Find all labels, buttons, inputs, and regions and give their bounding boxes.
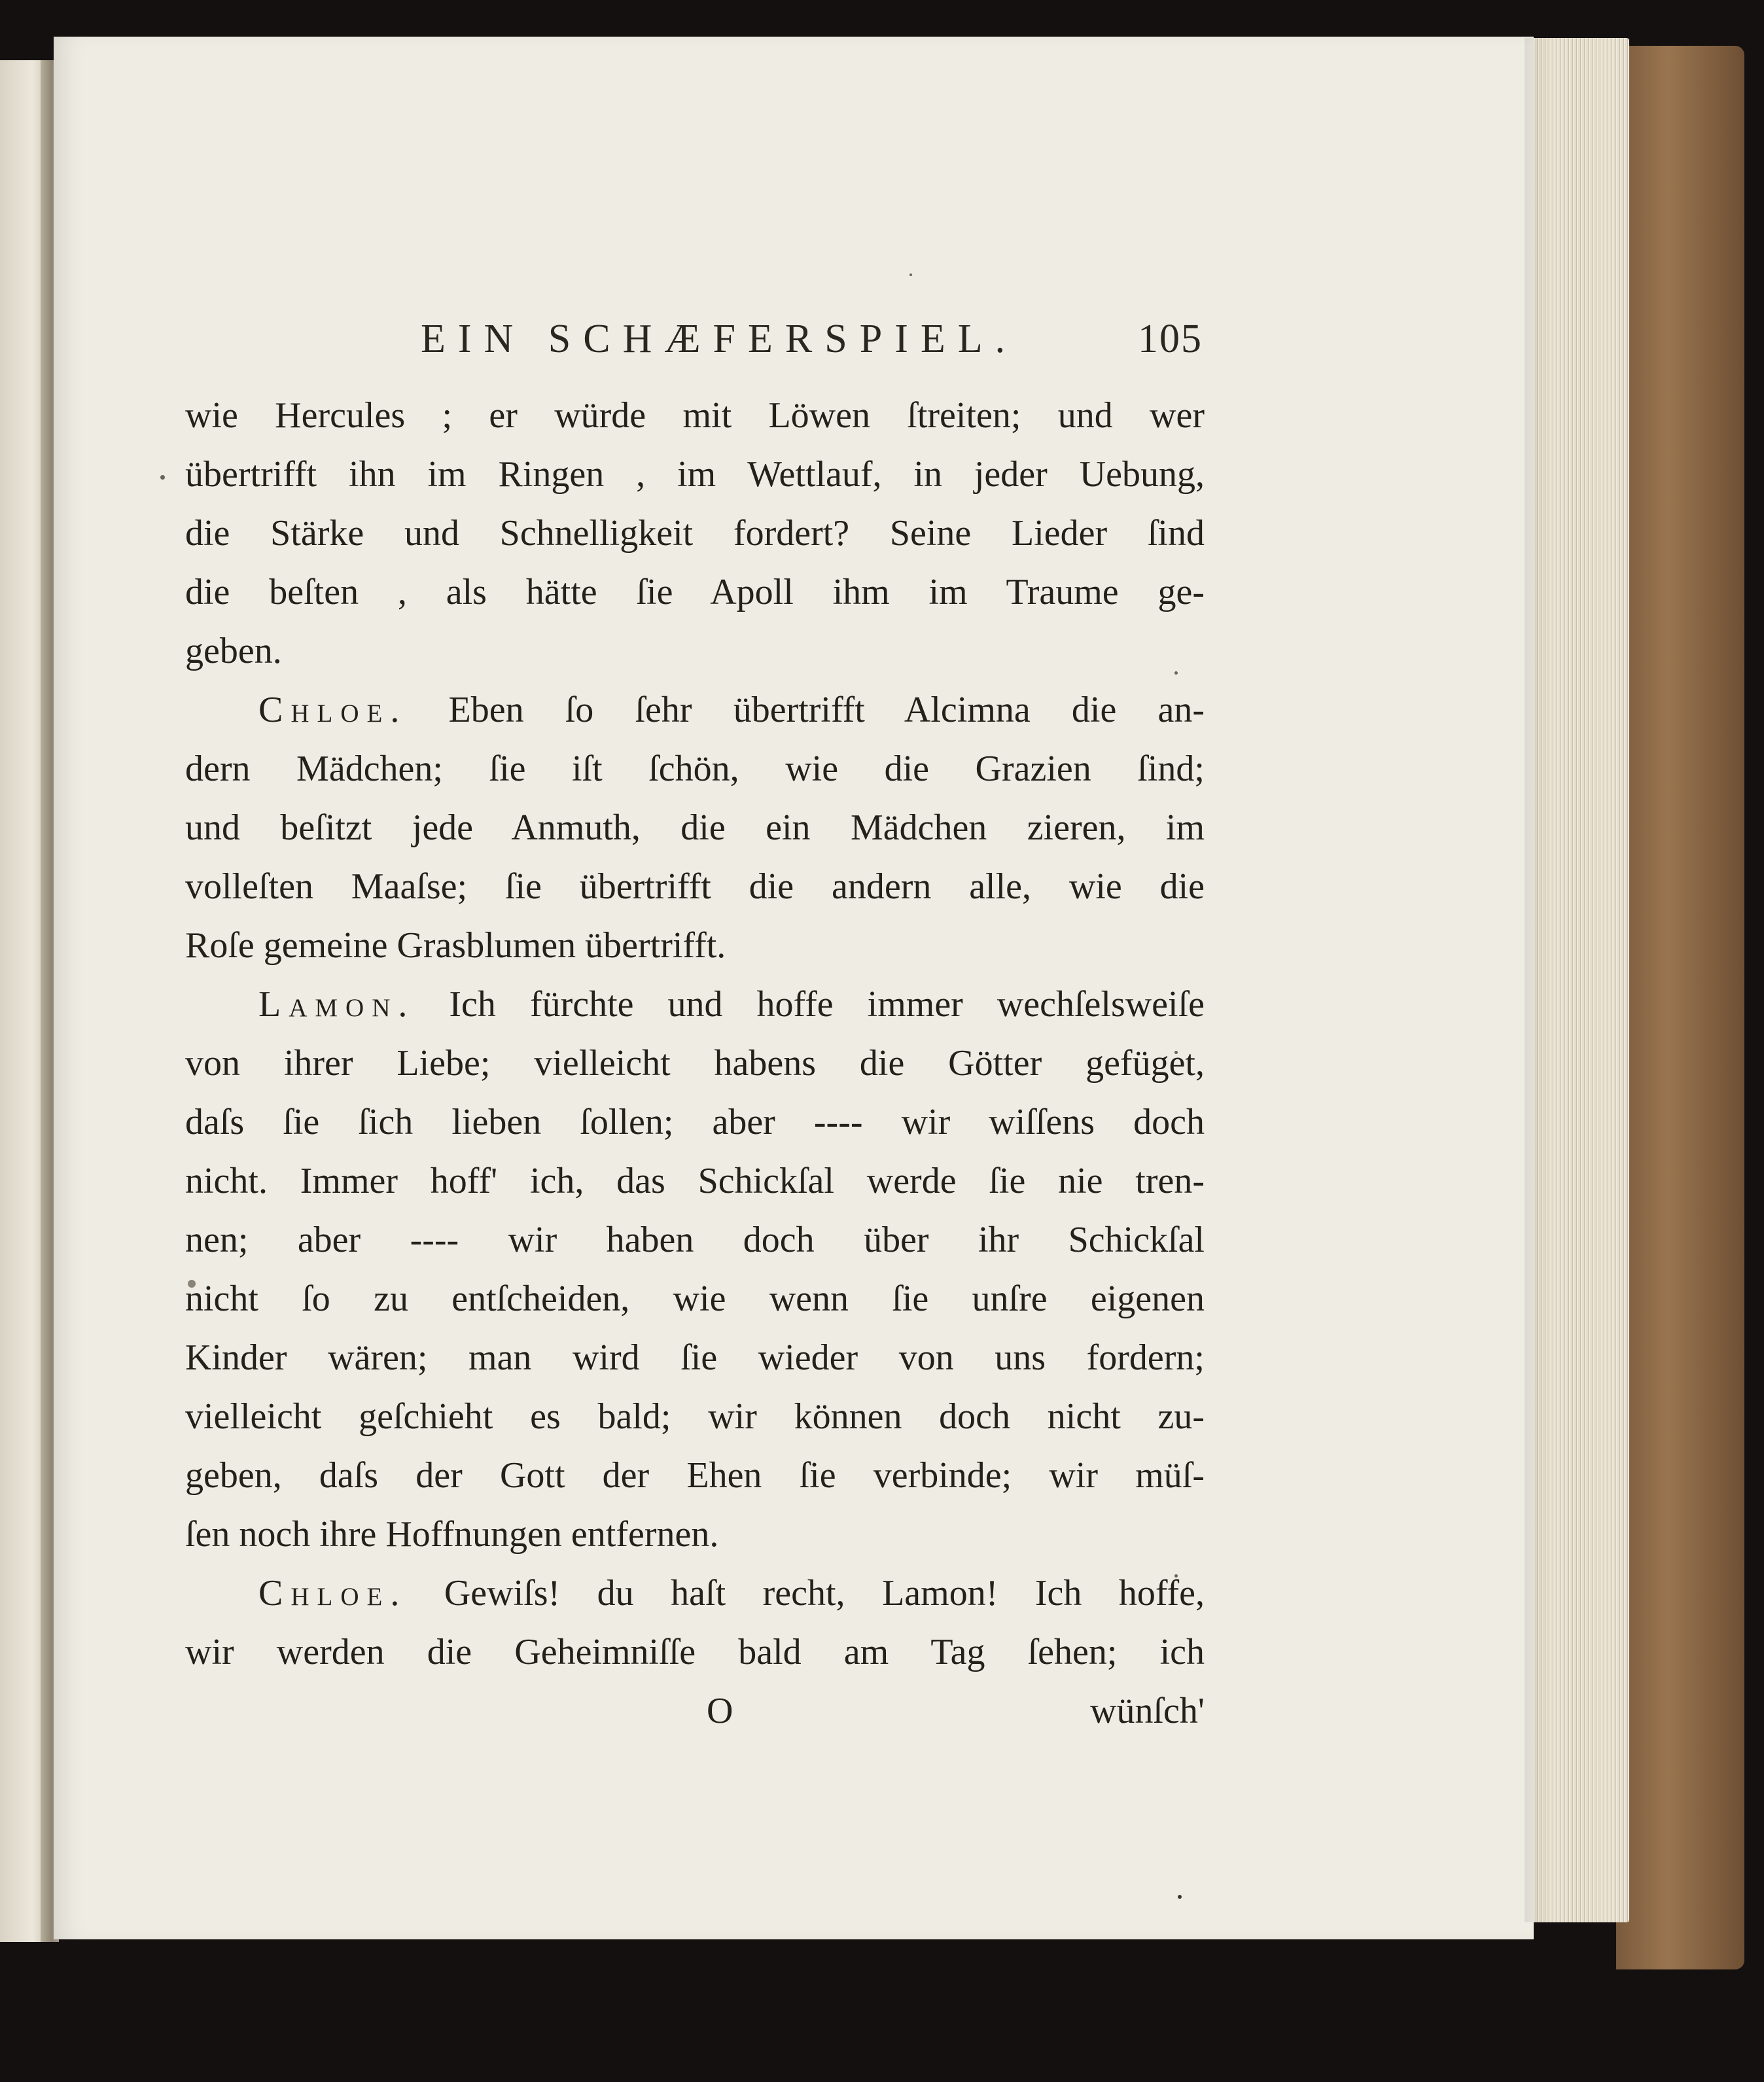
- text-line: wir werden die Geheimniſſe bald am Tag ſehen; ich: [185, 1632, 1205, 1672]
- text-line: nicht. Immer hoff' ich, das Schickſal werde ſie nie tren-: [185, 1161, 1205, 1201]
- paper-speck: [1178, 1895, 1182, 1899]
- speech-line: Lamon. Ich fürchte und hoffe immer wechſelsweiſe: [258, 984, 1205, 1025]
- text-line: Roſe gemeine Grasblumen übertrifft.: [185, 925, 726, 966]
- text-line: nen; aber ---- wir haben doch über ihr Schickſal: [185, 1220, 1205, 1260]
- text-line: geben, daſs der Gott der Ehen ſie verbinde; wir müſ-: [185, 1455, 1205, 1496]
- page-header: [359, 298, 1203, 376]
- text-line: nicht ſo zu entſcheiden, wie wenn ſie unſre eigenen: [185, 1279, 1205, 1319]
- text-line: die Stärke und Schnelligkeit fordert? Seine Lieder ſind: [185, 513, 1205, 554]
- text-line: ſen noch ihre Hoffnungen entfernen.: [185, 1514, 719, 1555]
- page-footer: [185, 1682, 1205, 1740]
- text-line: dern Mädchen; ſie iſt ſchön, wie die Grazien ſind;: [185, 749, 1205, 789]
- page-edge-shadow: [1525, 38, 1551, 1922]
- speaker-name: Chloe.: [258, 1573, 408, 1614]
- text-line: vielleicht geſchieht es bald; wir können doch nicht zu-: [185, 1396, 1205, 1437]
- speaker-name: Chloe.: [258, 690, 408, 730]
- paper-speck: [909, 273, 912, 276]
- text-line: und beſitzt jede Anmuth, die ein Mädchen zieren, im: [185, 807, 1205, 848]
- speaker-name: Lamon.: [258, 984, 415, 1025]
- text-line: volleſten Maaſse; ſie übertrifft die andern alle, wie die: [185, 866, 1205, 907]
- text-line: Kinder wären; man wird ſie wieder von uns fordern;: [185, 1337, 1205, 1378]
- signature-mark: O: [707, 1691, 733, 1731]
- body-text: [185, 386, 1205, 1682]
- running-head: EIN SCHÆFERSPIEL.: [421, 317, 1018, 361]
- text-line: wie Hercules ; er würde mit Löwen ſtreiten; und wer: [185, 395, 1205, 436]
- text-line: die beſten , als hätte ſie Apoll ihm im Traume ge-: [185, 572, 1205, 612]
- text-line: von ihrer Liebe; vielleicht habens die Götter gefüget,: [185, 1043, 1205, 1084]
- speech-line: Chloe. Eben ſo ſehr übertrifft Alcimna die an-: [258, 690, 1205, 730]
- text-line: geben.: [185, 631, 282, 671]
- text-line: übertrifft ihn im Ringen , im Wettlauf, in jeder Uebung,: [185, 454, 1205, 495]
- text-line: daſs ſie ſich lieben ſollen; aber ---- wir wiſſens doch: [185, 1102, 1205, 1142]
- speech-line: Chloe. Gewiſs! du haſt recht, Lamon! Ich hoffe,: [258, 1573, 1205, 1614]
- page-number: 105: [1138, 317, 1203, 361]
- book-cover: [1616, 46, 1744, 1969]
- paper-speck: [160, 475, 165, 480]
- catchword: wünſch': [1090, 1691, 1205, 1731]
